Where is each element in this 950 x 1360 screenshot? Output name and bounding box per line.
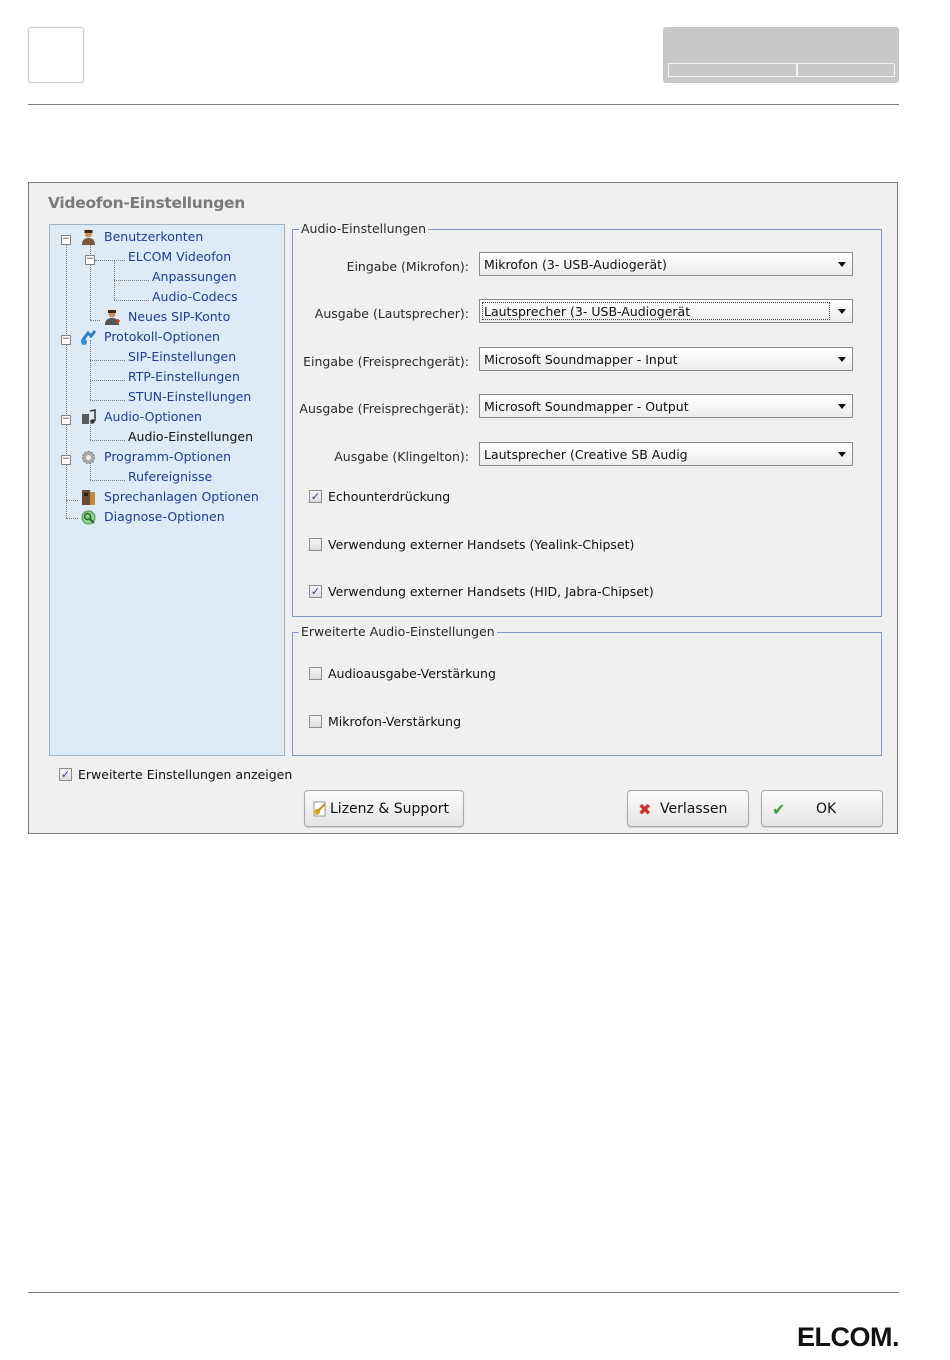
ringtone-output-label: Ausgabe (Klingelton): (334, 449, 469, 464)
mic-input-value: Mikrofon (3- USB-Audiogerät) (484, 257, 667, 272)
mic-gain-checkbox[interactable] (309, 715, 322, 728)
speaker-output-label: Ausgabe (Lautsprecher): (314, 306, 469, 321)
page-number-box (28, 27, 84, 83)
license-icon (311, 800, 329, 818)
handsfree-input-label: Eingabe (Freisprechgerät): (303, 354, 469, 369)
tree-item-audio-optionen[interactable]: Audio-Optionen (104, 409, 202, 424)
license-support-button[interactable] (304, 790, 464, 827)
tree-connector (90, 380, 125, 381)
tree-connector (90, 480, 125, 481)
quit-label: Verlassen (660, 801, 728, 817)
speaker-output-value: Lautsprecher (3- USB-Audiogerät (484, 304, 691, 319)
dropdown-arrow-icon (838, 309, 846, 314)
music-note-icon (80, 409, 97, 426)
tree-item-sip-einstellungen[interactable]: SIP-Einstellungen (128, 349, 237, 364)
tree-connector (90, 320, 100, 321)
header-tab (663, 27, 899, 83)
intercom-icon (80, 489, 97, 506)
tree-connector (66, 518, 78, 519)
close-icon: ✖ (638, 800, 652, 819)
dropdown-arrow-icon (838, 404, 846, 409)
checkmark-icon: ✔ (772, 800, 786, 819)
ok-label: OK (816, 801, 837, 817)
audio-output-gain-checkbox[interactable] (309, 667, 322, 680)
echo-cancel-label[interactable]: Echounterdrückung (328, 489, 451, 504)
yealink-handset-checkbox[interactable] (309, 538, 322, 551)
ok-button[interactable] (761, 790, 883, 827)
tree-connector (90, 240, 91, 320)
license-support-label: Lizenz & Support (330, 801, 450, 817)
tree-item-elcom-videofon[interactable]: ELCOM Videofon (128, 249, 232, 264)
speaker-output-select[interactable] (479, 299, 853, 323)
advanced-audio-group-title: Erweiterte Audio-Einstellungen (301, 624, 495, 639)
audio-settings-group-title: Audio-Einstellungen (301, 221, 427, 236)
tree-item-audio-einstellungen[interactable]: Audio-Einstellungen (128, 429, 254, 444)
tree-connector (90, 400, 125, 401)
audio-output-gain-label[interactable]: Audioausgabe-Verstärkung (328, 666, 496, 681)
collapse-icon[interactable]: − (62, 334, 70, 344)
collapse-icon[interactable]: − (86, 254, 94, 264)
mic-gain-label[interactable]: Mikrofon-Verstärkung (328, 714, 462, 729)
tree-connector (90, 440, 125, 441)
tree-item-stun-einstellungen[interactable]: STUN-Einstellungen (128, 389, 252, 404)
mic-input-select[interactable] (479, 252, 853, 276)
tree-connector (114, 280, 149, 281)
show-advanced-label[interactable]: Erweiterte Einstellungen anzeigen (78, 767, 293, 782)
quit-button[interactable] (627, 790, 749, 827)
header-tab-segment (668, 63, 798, 77)
dialog-title: Videofon-Einstellungen (48, 194, 245, 212)
tree-item-rtp-einstellungen[interactable]: RTP-Einstellungen (128, 369, 240, 384)
tree-item-protokoll-optionen[interactable]: Protokoll-Optionen (104, 329, 220, 344)
ringtone-output-value: Lautsprecher (Creative SB Audig (484, 447, 688, 462)
tree-item-diagnose-optionen[interactable]: Diagnose-Optionen (104, 509, 225, 524)
yealink-handset-label[interactable]: Verwendung externer Handsets (Yealink-Chipset) (328, 537, 635, 552)
handsfree-output-value: Microsoft Soundmapper - Output (484, 399, 689, 414)
tree-item-neues-sip-konto[interactable]: Neues SIP-Konto (128, 309, 231, 324)
tree-connector (90, 340, 91, 400)
audio-settings-group (292, 221, 882, 617)
header-tab-segment (796, 63, 895, 77)
collapse-icon[interactable]: − (62, 234, 70, 244)
tree-item-benutzerkonten[interactable]: Benutzerkonten (104, 229, 204, 244)
settings-dialog (28, 182, 898, 834)
diagnose-icon (80, 509, 97, 526)
advanced-audio-group (292, 624, 882, 756)
dropdown-arrow-icon (838, 452, 846, 457)
elcom-logo: ELCOM. (797, 1322, 899, 1352)
gear-icon (80, 449, 97, 466)
tree-connector (66, 240, 67, 518)
handsfree-output-label: Ausgabe (Freisprechgerät): (299, 401, 469, 416)
collapse-icon[interactable]: − (62, 454, 70, 464)
user-icon (80, 229, 97, 246)
handsfree-input-value: Microsoft Soundmapper - Input (484, 352, 678, 367)
tree-connector (114, 300, 149, 301)
tree-item-anpassungen[interactable]: Anpassungen (152, 269, 237, 284)
hid-handset-label[interactable]: Verwendung externer Handsets (HID, Jabra-Chipset) (328, 584, 654, 599)
footer-rule (28, 1292, 899, 1293)
tree-item-sprechanlagen-optionen[interactable]: Sprechanlagen Optionen (104, 489, 259, 504)
dropdown-arrow-icon (838, 262, 846, 267)
user-add-icon (104, 309, 121, 326)
protocol-icon (80, 329, 97, 346)
tree-item-programm-optionen[interactable]: Programm-Optionen (104, 449, 232, 464)
mic-input-label: Eingabe (Mikrofon): (346, 259, 469, 274)
tree-item-rufereignisse[interactable]: Rufereignisse (128, 469, 213, 484)
header-rule (28, 104, 899, 105)
handsfree-output-select[interactable] (479, 394, 853, 418)
collapse-icon[interactable]: − (62, 414, 70, 424)
tree-connector (66, 500, 78, 501)
echo-cancel-checkbox[interactable]: ✓ (310, 490, 321, 503)
tree-connector (90, 360, 125, 361)
dropdown-arrow-icon (838, 357, 846, 362)
ringtone-output-select[interactable] (479, 442, 853, 466)
settings-tree[interactable] (49, 224, 285, 756)
handsfree-input-select[interactable] (479, 347, 853, 371)
show-advanced-checkbox[interactable]: ✓ (60, 768, 71, 781)
tree-item-audio-codecs[interactable]: Audio-Codecs (152, 289, 238, 304)
tree-connector (95, 260, 125, 261)
hid-handset-checkbox[interactable]: ✓ (310, 585, 321, 598)
